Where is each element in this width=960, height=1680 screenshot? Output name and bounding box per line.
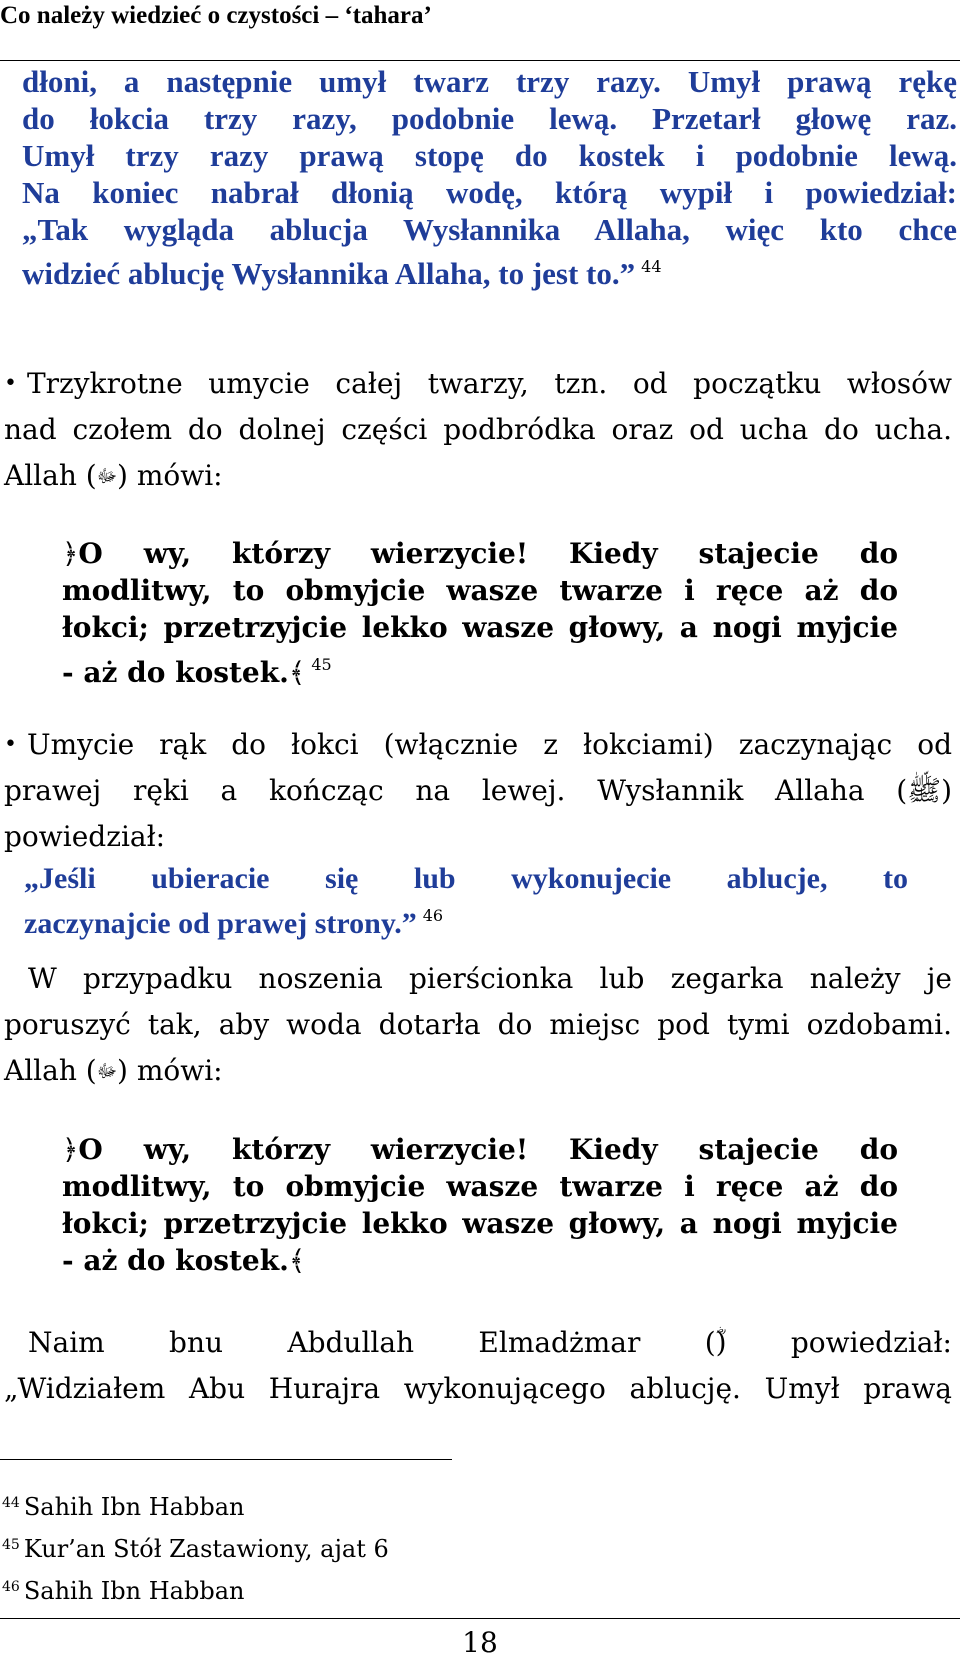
ornate-open-bracket-icon: ﴿ <box>62 1133 79 1166</box>
paragraph-line: poruszyć tak, aby woda dotarła do miejsc pod tymi ozdobami. <box>4 1008 952 1041</box>
paragraph-line: Naim bnu Abdullah Elmadżmar (ؓ) powiedział: <box>28 1326 952 1359</box>
bullet-line: nad czołem do dolnej części podbródka oraz od ucha do ucha. <box>4 413 952 446</box>
bullet-line: powiedział: <box>4 820 166 853</box>
footnote-number: 45 <box>2 1537 20 1553</box>
hadith-line: „Jeśli ubieracie się lub wykonujecie ablucje, to <box>24 862 908 895</box>
page-number: 18 <box>462 1626 498 1659</box>
footnote-rule <box>0 1459 452 1460</box>
paragraph-line: „Widziałem Abu Hurajra wykonującego ablucję. Umył prawą <box>4 1372 952 1405</box>
ornate-open-bracket-icon: ﴿ <box>62 537 79 570</box>
quran-line: łokci; przetrzyjcie lekko wasze głowy, a nogi myjcie <box>62 1207 898 1240</box>
hadith-quote-top <box>22 63 957 292</box>
footnote-item <box>2 1526 389 1568</box>
honorific-glyph: ﷻ <box>96 466 118 487</box>
footnote-number: 44 <box>2 1495 20 1511</box>
footnote-ref: 44 <box>641 257 662 276</box>
header-rule <box>0 60 960 61</box>
bullet-line: • Umycie rąk do łokci (włącznie z łokciami) zaczynając od <box>4 728 952 761</box>
footnote-item <box>2 1568 389 1610</box>
bullet-face-washing <box>4 361 952 500</box>
hadith-line: dłoni, a następnie umył twarz trzy razy. Umył prawą rękę <box>22 64 957 99</box>
bullet-icon: • <box>4 371 17 396</box>
running-header: Co należy wiedzieć o czystości – ‘tahara’ <box>0 2 432 29</box>
bullet-icon: • <box>4 732 17 757</box>
hadith-line: zaczynajcie od prawej strony.” $^{46}$ <box>24 906 444 940</box>
footnote-text: Sahih Ibn Habban <box>23 1493 245 1521</box>
quran-line: - aż do kostek.﴾ <box>62 1244 306 1277</box>
ornate-close-bracket-icon: ﴾ <box>288 656 306 689</box>
bullet-hands-washing <box>4 722 952 860</box>
ornate-close-bracket-icon: ﴾ <box>288 1244 306 1277</box>
hadith-line: Na koniec nabrał dłonią wodę, którą wypił i powiedział: <box>22 175 957 210</box>
paragraph-ring-watch <box>4 956 952 1095</box>
paragraph-naim <box>4 1320 952 1412</box>
footnote-text: Kur’an Stół Zastawiony, ajat 6 <box>23 1535 389 1563</box>
quran-line: - aż do kostek.﴾ $^{45}$ <box>62 655 332 689</box>
quran-line: modlitwy, to obmyjcie wasze twarze i ręce aż do <box>62 1170 898 1203</box>
hadith-line: „Tak wygląda ablucja Wysłannika Allaha, więc kto chce <box>22 212 957 247</box>
allah-says-line: Allah (ﷻ) mówi: <box>4 459 223 492</box>
quran-line: łokci; przetrzyjcie lekko wasze głowy, a nogi myjcie <box>62 611 898 644</box>
paragraph-line: W przypadku noszenia pierścionka lub zegarka należy je <box>28 962 952 995</box>
quran-line: ﴿O wy, którzy wierzycie! Kiedy stajecie do <box>62 1133 898 1166</box>
allah-says-line: Allah (ﷻ) mówi: <box>4 1054 223 1087</box>
hadith-line: widzieć ablucję Wysłannika Allaha, to jest to.” $^{44}$ <box>22 256 662 291</box>
footnote-item <box>2 1484 389 1526</box>
honorific-glyph: ﷻ <box>96 1061 118 1082</box>
quran-line: ﴿O wy, którzy wierzycie! Kiedy stajecie do <box>62 537 898 570</box>
footnote-text: Sahih Ibn Habban <box>23 1577 245 1605</box>
footnote-ref: 45 <box>311 655 332 674</box>
quran-quote-1 <box>62 535 898 691</box>
quran-quote-2 <box>62 1131 898 1279</box>
quran-line: modlitwy, to obmyjcie wasze twarze i ręce aż do <box>62 574 898 607</box>
footer-rule <box>0 1618 960 1619</box>
hadith-line: Umył trzy razy prawą stopę do kostek i podobnie lewą. <box>22 138 957 173</box>
hadith-quote-right-side <box>24 860 908 942</box>
bullet-line: • Trzykrotne umycie całej twarzy, tzn. od początku włosów <box>4 367 952 400</box>
hadith-line: do łokcia trzy razy, podobnie lewą. Przetarł głowę raz. <box>22 101 957 136</box>
bullet-line: prawej ręki a kończąc na lewej. Wysłannik Allaha (ﷺ) <box>4 774 952 807</box>
footnote-ref: 46 <box>422 906 444 925</box>
footnote-number: 46 <box>2 1579 20 1595</box>
footnotes <box>2 1484 389 1610</box>
